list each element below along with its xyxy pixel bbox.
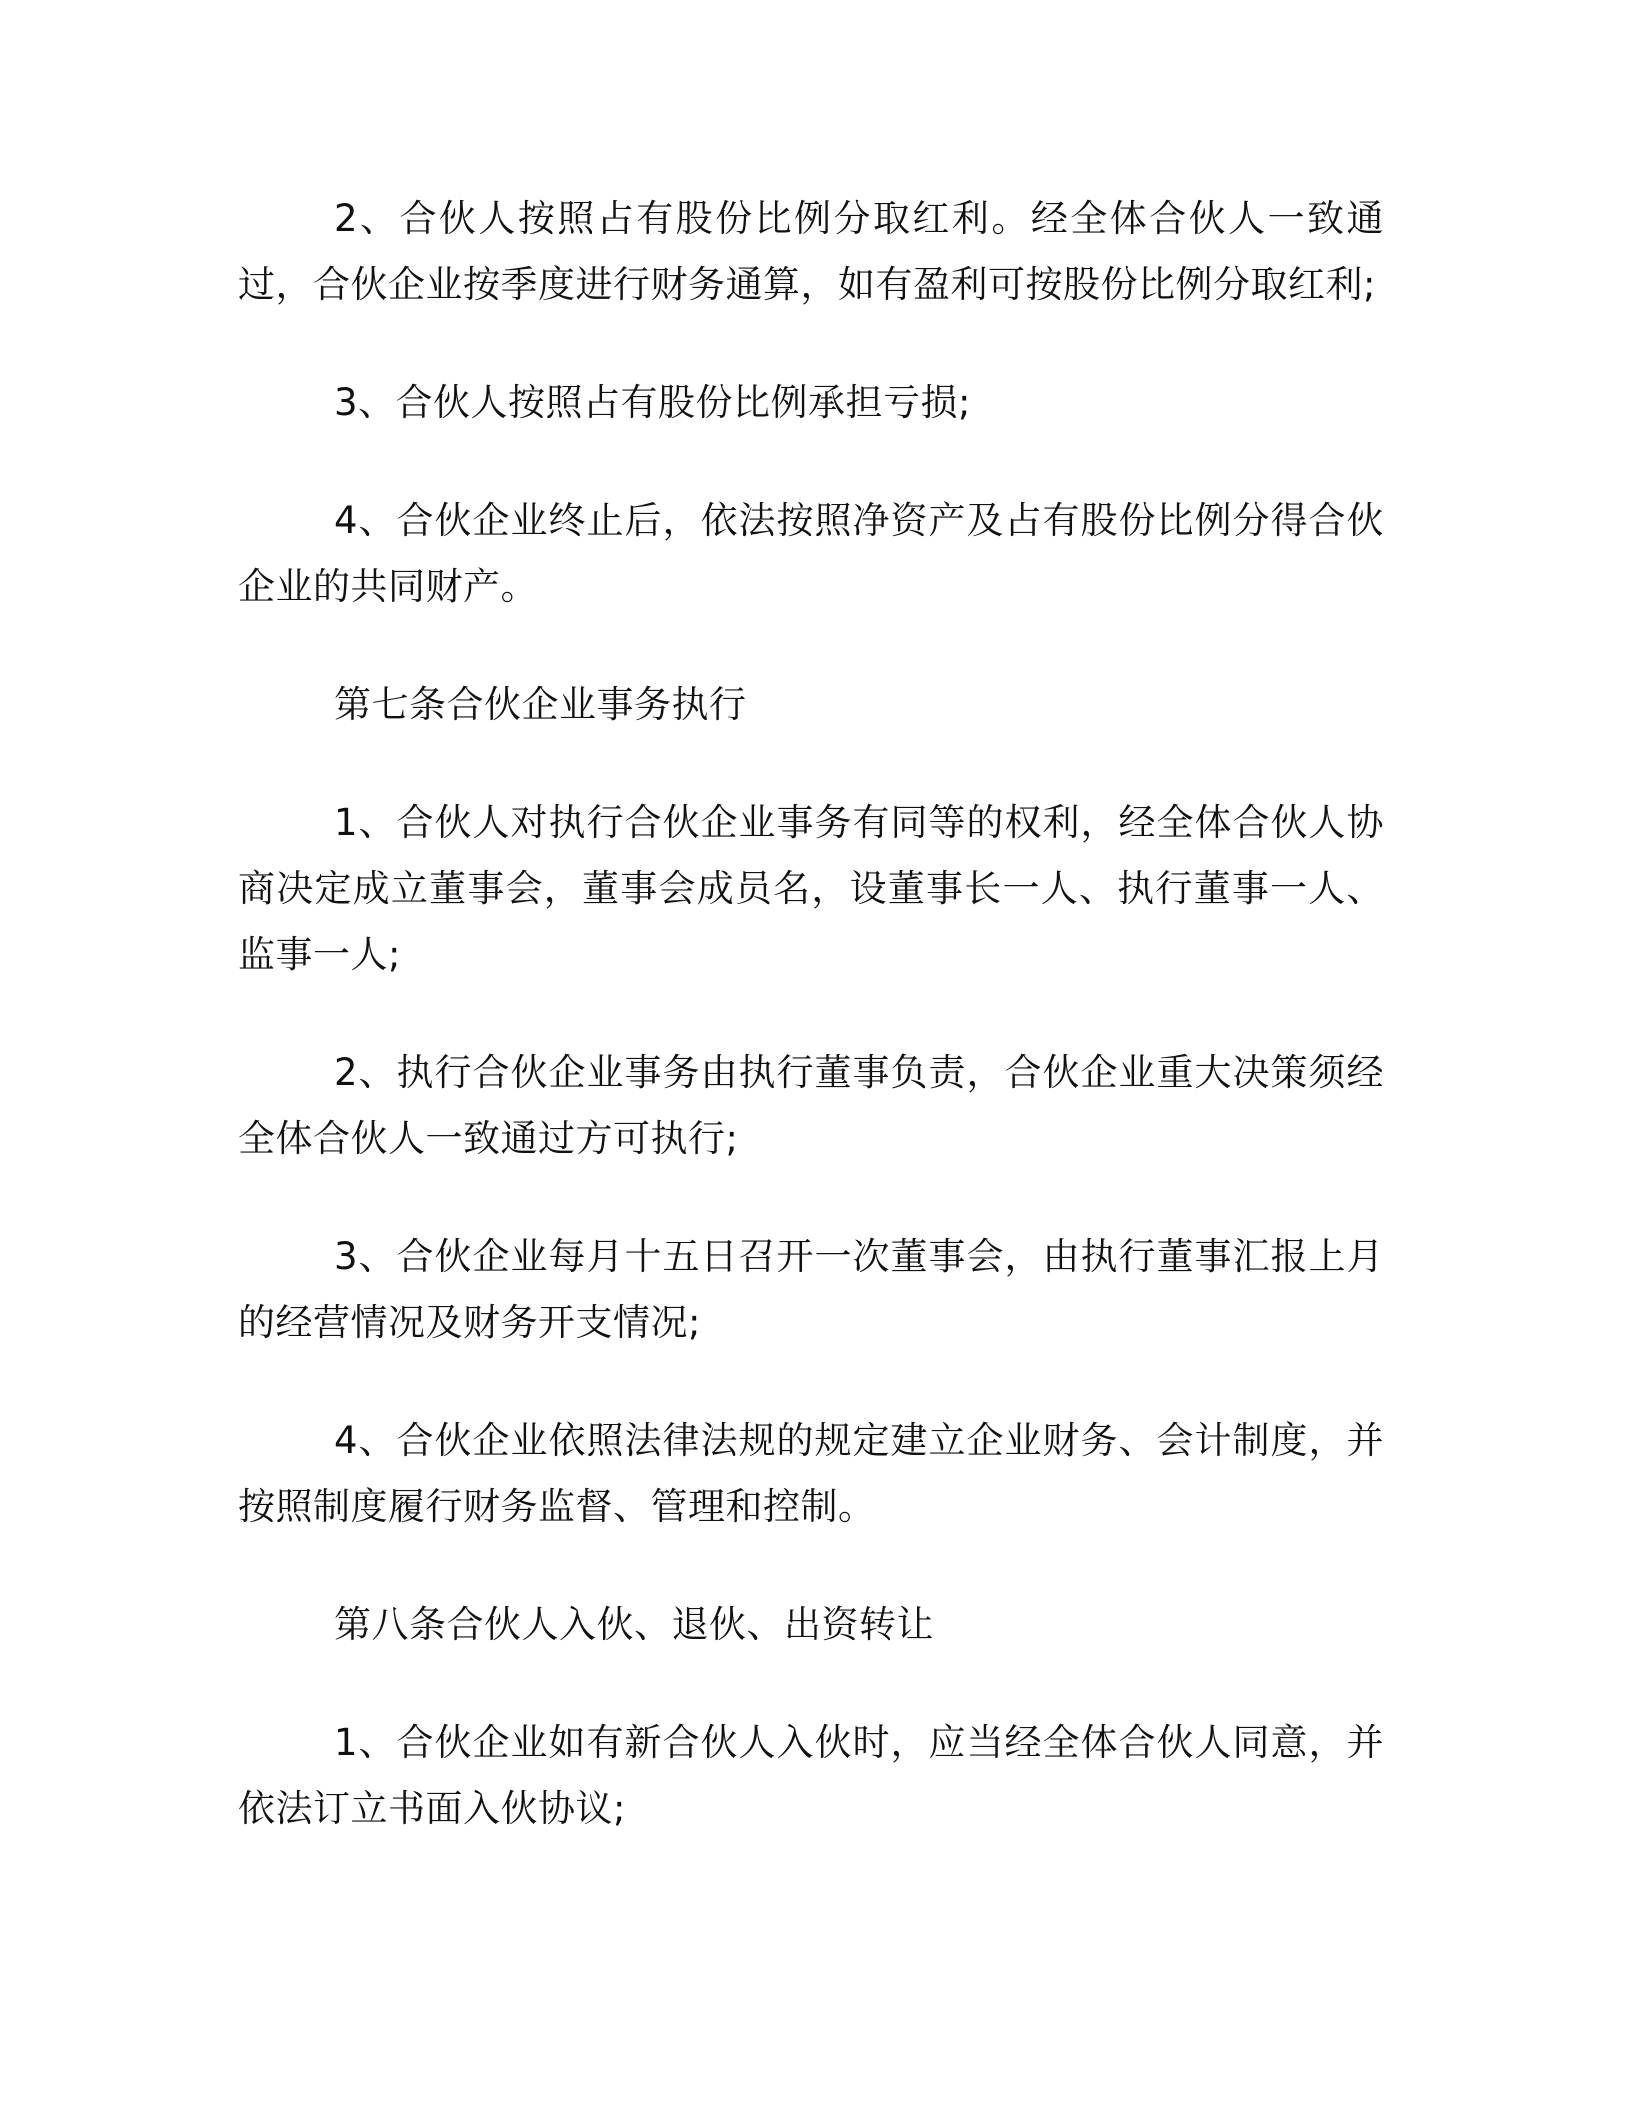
paragraph-board-formation: 1、合伙人对执行合伙企业事务有同等的权利，经全体合伙人协商决定成立董事会，董事会成员名，设董事长一人、执行董事一人、监事一人; — [238, 801, 1384, 976]
paragraph-new-partner: 1、合伙企业如有新合伙人入伙时，应当经全体合伙人同意，并依法订立书面入伙协议; — [238, 1721, 1384, 1830]
article-7-heading: 第七条合伙企业事务执行 — [334, 683, 747, 726]
paragraph-monthly-meeting: 3、合伙企业每月十五日召开一次董事会，由执行董事汇报上月的经营情况及财务开支情况; — [238, 1235, 1384, 1344]
paragraph-profit-distribution: 2、合伙人按照占有股份比例分取红利。经全体合伙人一致通过，合伙企业按季度进行财务通算，如有盈利可按股份比例分取红利; — [238, 197, 1384, 306]
article-8-heading: 第八条合伙人入伙、退伙、出资转让 — [334, 1603, 934, 1646]
paragraph-loss-sharing: 3、合伙人按照占有股份比例承担亏损; — [334, 381, 972, 424]
paragraph-termination-assets: 4、合伙企业终止后，依法按照净资产及占有股份比例分得合伙企业的共同财产。 — [238, 499, 1384, 608]
paragraph-financial-system: 4、合伙企业依照法律法规的规定建立企业财务、会计制度，并按照制度履行财务监督、管理和控制。 — [238, 1419, 1384, 1528]
paragraph-executive-director: 2、执行合伙企业事务由执行董事负责，合伙企业重大决策须经全体合伙人一致通过方可执行; — [238, 1051, 1384, 1160]
document-body — [238, 186, 1384, 1894]
